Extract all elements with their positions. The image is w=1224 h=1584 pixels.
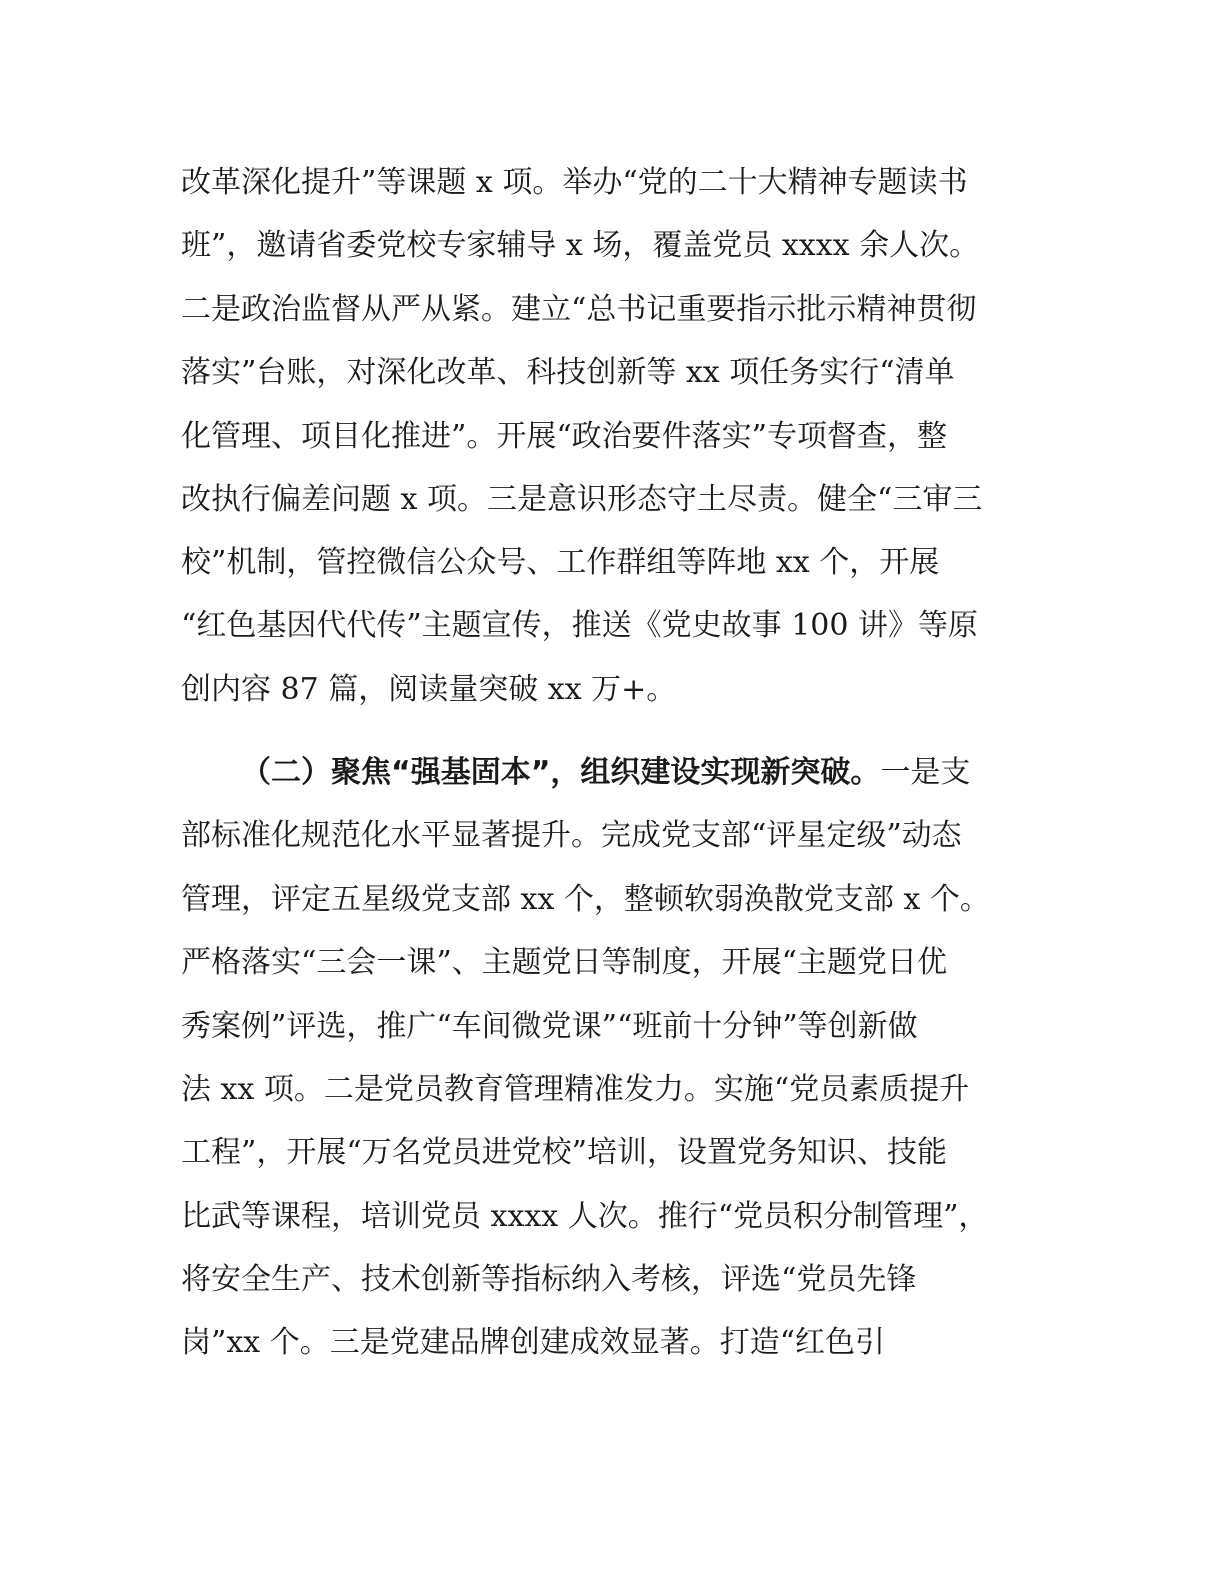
paragraph-1-line-4: 落实”台账，对深化改革、科技创新等 xx 项任务实行“清单 xyxy=(181,355,955,390)
paragraph-1-line-5: 化管理、项目化推进”。开展“政治要件落实”专项督查，整 xyxy=(181,419,948,454)
paragraph-2-line-3: 管理，评定五星级党支部 xx 个，整顿软弱涣散党支部 x 个。 xyxy=(181,882,990,917)
paragraph-2-line-2: 部标准化规范化水平显著提升。完成党支部“评星定级”动态 xyxy=(181,818,962,853)
paragraph-1-line-6: 改执行偏差问题 x 项。三是意识形态守土尽责。健全“三审三 xyxy=(181,482,983,517)
section-heading: （二）聚焦“强基固本”，组织建设实现新突破。 xyxy=(241,755,881,790)
paragraph-2-line-9: 将安全生产、技术创新等指标纳入考核，评选“党员先锋 xyxy=(181,1262,917,1297)
paragraph-1-line-1: 改革深化提升”等课题 x 项。举办“党的二十大精神专题读书 xyxy=(181,165,968,200)
paragraph-1-line-9: 创内容 87 篇，阅读量突破 xx 万+。 xyxy=(181,672,677,707)
paragraph-1-line-8: “红色基因代代传”主题宣传，推送《党史故事 100 讲》等原 xyxy=(181,608,979,643)
paragraph-2-line-1-rest: 一是支 xyxy=(880,755,971,790)
paragraph-1-line-7: 校”机制，管控微信公众号、工作群组等阵地 xx 个，开展 xyxy=(181,545,940,580)
paragraph-1-line-3: 二是政治监督从严从紧。建立“总书记重要指示批示精神贯彻 xyxy=(181,292,977,327)
paragraph-2-line-4: 严格落实“三会一课”、主题党日等制度，开展“主题党日优 xyxy=(181,945,948,980)
paragraph-1-line-2: 班”，邀请省委党校专家辅导 x 场，覆盖党员 xxxx 余人次。 xyxy=(181,228,980,263)
paragraph-2-line-1 xyxy=(241,753,970,793)
paragraph-2-line-6: 法 xx 项。二是党员教育管理精准发力。实施“党员素质提升 xyxy=(181,1072,970,1107)
paragraph-2-line-10: 岗”xx 个。三是党建品牌创建成效显著。打造“红色引 xyxy=(181,1325,886,1360)
paragraph-2-line-7: 工程”，开展“万名党员进党校”培训，设置党务知识、技能 xyxy=(181,1135,948,1170)
paragraph-2-line-5: 秀案例”评选，推广“车间微党课”“班前十分钟”等创新做 xyxy=(181,1009,918,1044)
paragraph-2-line-8: 比武等课程，培训党员 xxxx 人次。推行“党员积分制管理”， xyxy=(181,1199,989,1234)
